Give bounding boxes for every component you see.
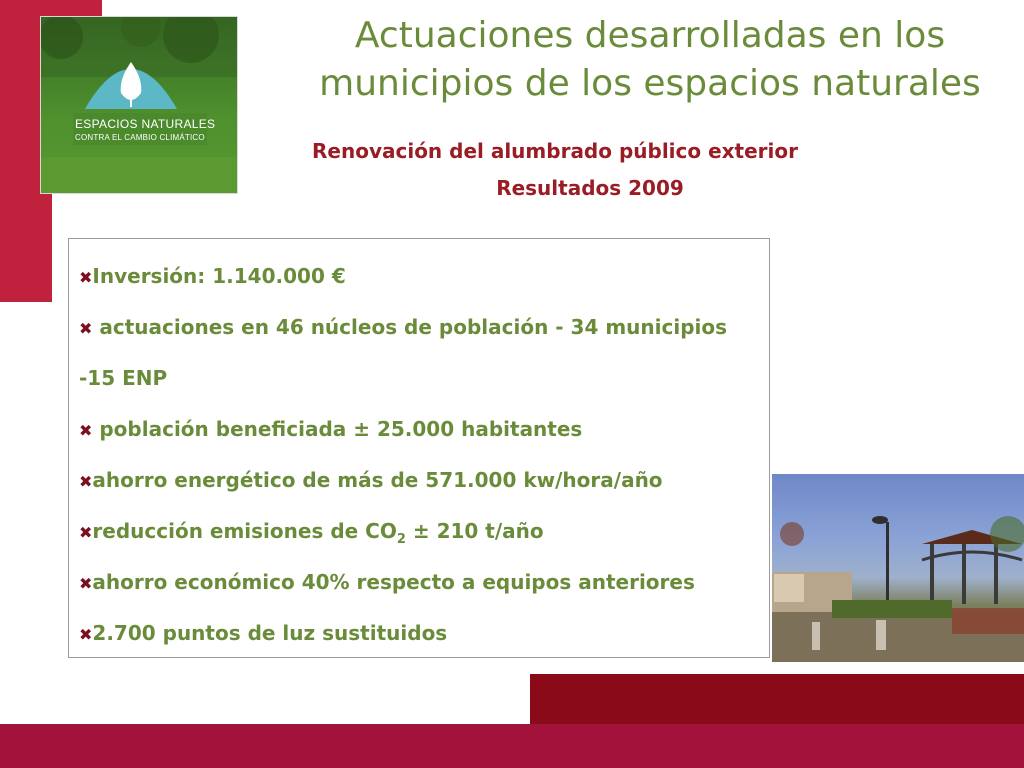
bullet-text: reducción emisiones de CO [92, 519, 397, 543]
espacios-naturales-logo [40, 16, 238, 194]
bullet-x-icon: ✖ [79, 421, 93, 440]
subtitle-line-2: Resultados 2009 [496, 176, 684, 200]
decorative-bottom-bar [0, 724, 1024, 768]
list-item [79, 263, 346, 291]
bullet-x-icon: ✖ [79, 472, 93, 491]
list-item [79, 569, 695, 597]
bullet-text: Inversión: 1.140.000 € [92, 264, 346, 288]
decorative-bottom-block [530, 674, 1024, 726]
list-item [79, 467, 663, 495]
decorative-top-tab [40, 0, 102, 16]
bullet-text: 2.700 puntos de luz sustituidos [92, 621, 448, 645]
bullet-x-icon: ✖ [79, 319, 93, 338]
plaza-photo [772, 474, 1024, 662]
plaza-illustration [772, 474, 1024, 662]
results-box [68, 238, 770, 658]
list-item [79, 620, 447, 648]
bullet-text: ahorro energético de más de 571.000 kw/hora/año [92, 468, 663, 492]
slide-title [300, 12, 1000, 108]
bullet-text: -15 ENP [79, 366, 168, 390]
title-line-2: municipios de los espacios naturales [319, 63, 981, 104]
title-line-1: Actuaciones desarrolladas en los [354, 15, 946, 56]
bullet-x-icon: ✖ [79, 523, 93, 542]
logo-graphic [41, 17, 238, 194]
co2-suffix: ± 210 t/año [405, 519, 544, 543]
bullet-text: actuaciones en 46 núcleos de población - 34 municipios [92, 315, 728, 339]
subtitle-line-1: Renovación del alumbrado público exterior [312, 139, 799, 163]
bullet-text: población beneficiada ± 25.000 habitantes [92, 417, 583, 441]
logo-title: ESPACIOS NATURALES [75, 117, 216, 131]
bullet-x-icon: ✖ [79, 574, 93, 593]
list-item [79, 416, 582, 444]
co2-subscript: 2 [396, 532, 406, 547]
list-item [79, 365, 167, 391]
list-item [79, 518, 544, 553]
bullet-text: ahorro económico 40% respecto a equipos anteriores [92, 570, 695, 594]
logo-tagline: CONTRA EL CAMBIO CLIMÁTICO [75, 133, 205, 142]
bullet-x-icon: ✖ [79, 268, 93, 287]
bullet-x-icon: ✖ [79, 625, 93, 644]
list-item [79, 314, 727, 342]
